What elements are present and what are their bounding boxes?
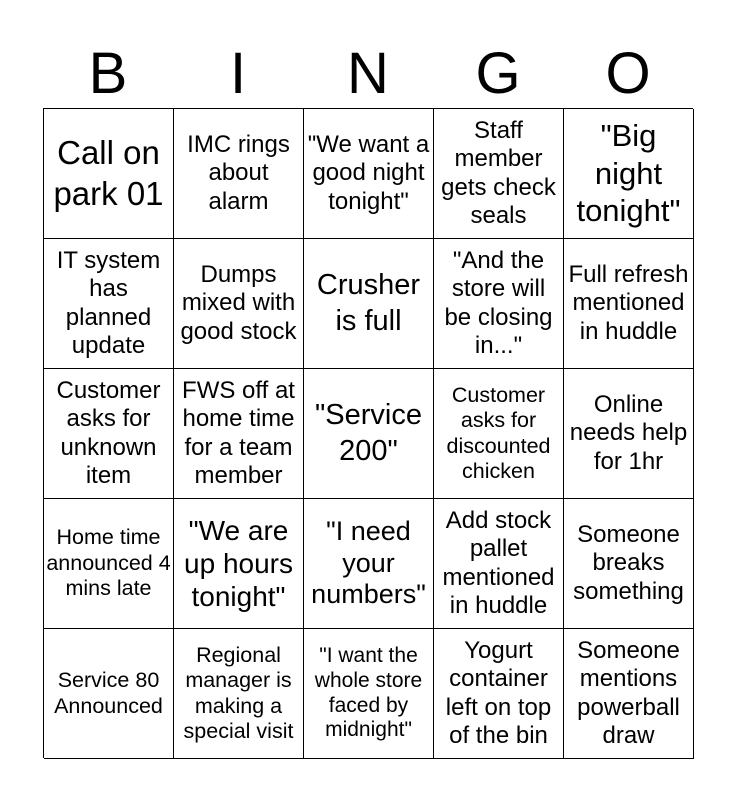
bingo-cell[interactable]: Service 80 Announced: [44, 629, 174, 759]
bingo-header: [43, 40, 693, 108]
bingo-cell[interactable]: Call on park 01: [44, 109, 174, 239]
bingo-cell[interactable]: Crusher is full: [304, 239, 434, 369]
bingo-cell[interactable]: Home time announced 4 mins late: [44, 499, 174, 629]
bingo-cell[interactable]: Customer asks for discounted chicken: [434, 369, 564, 499]
header-letter-i: I: [229, 41, 247, 106]
bingo-cell[interactable]: Add stock pallet mentioned in huddle: [434, 499, 564, 629]
bingo-cell[interactable]: "And the store will be closing in...": [434, 239, 564, 369]
bingo-cell[interactable]: "I want the whole store faced by midnight": [304, 629, 434, 759]
bingo-cell[interactable]: Someone mentions powerball draw: [564, 629, 694, 759]
bingo-cell[interactable]: Dumps mixed with good stock: [174, 239, 304, 369]
bingo-cell[interactable]: "I need your numbers": [304, 499, 434, 629]
bingo-cell[interactable]: "We are up hours tonight": [174, 499, 304, 629]
bingo-cell[interactable]: Someone breaks something: [564, 499, 694, 629]
bingo-cell[interactable]: Yogurt container left on top of the bin: [434, 629, 564, 759]
header-letter-g: G: [475, 41, 521, 106]
bingo-cell[interactable]: FWS off at home time for a team member: [174, 369, 304, 499]
bingo-cell[interactable]: IMC rings about alarm: [174, 109, 304, 239]
header-letter-b: B: [88, 41, 128, 106]
bingo-cell[interactable]: Online needs help for 1hr: [564, 369, 694, 499]
bingo-cell[interactable]: "We want a good night tonight": [304, 109, 434, 239]
bingo-cell[interactable]: Full refresh mentioned in huddle: [564, 239, 694, 369]
bingo-cell[interactable]: Regional manager is making a special visit: [174, 629, 304, 759]
bingo-cell[interactable]: Staff member gets check seals: [434, 109, 564, 239]
header-letter-o: O: [605, 41, 651, 106]
bingo-board: [43, 108, 693, 758]
bingo-cell[interactable]: Customer asks for unknown item: [44, 369, 174, 499]
bingo-cell[interactable]: "Service 200": [304, 369, 434, 499]
bingo-cell[interactable]: "Big night tonight": [564, 109, 694, 239]
header-letter-n: N: [347, 41, 389, 106]
bingo-cell[interactable]: IT system has planned update: [44, 239, 174, 369]
